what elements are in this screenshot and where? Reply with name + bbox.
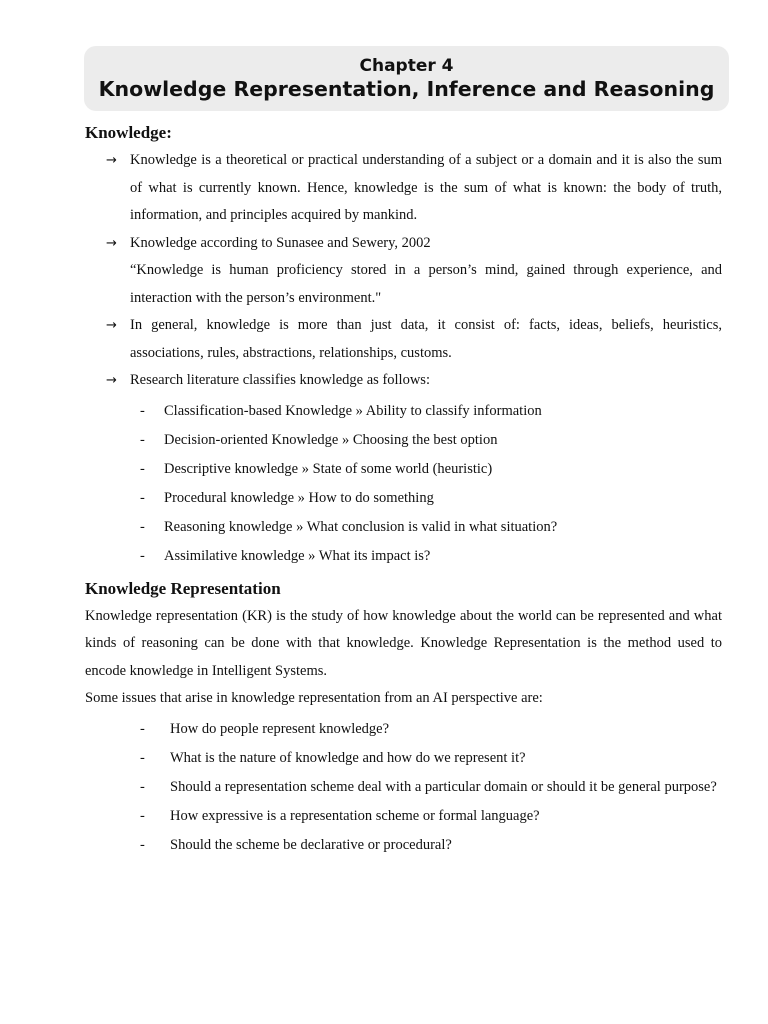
arrow-icon: → <box>106 235 117 251</box>
chapter-title: Knowledge Representation, Inference and Reasoning <box>98 77 715 101</box>
arrow-icon: → <box>106 318 117 333</box>
dash-bullet: - <box>140 836 145 853</box>
issues-list <box>85 715 722 860</box>
kr-heading: Knowledge Representation <box>85 578 281 598</box>
knowledge-heading: Knowledge: <box>85 123 172 142</box>
issue-text: What is the nature of knowledge and how do we represent it? <box>170 749 526 766</box>
arrow-icon: → <box>106 153 117 168</box>
kr-issues-intro: Some issues that arise in knowledge representation from an AI perspective are: <box>85 690 543 706</box>
knowledge-list <box>85 147 722 257</box>
dash-bullet: - <box>140 489 145 506</box>
classification-text: Reasoning knowledge » What conclusion is valid in what situation? <box>164 518 558 535</box>
dash-bullet: - <box>140 460 145 477</box>
classification-item <box>85 542 722 571</box>
issue-item <box>85 831 722 860</box>
arrow-icon: → <box>106 373 117 388</box>
issue-item <box>85 773 722 802</box>
knowledge-item <box>85 312 722 367</box>
classification-item <box>85 455 722 484</box>
knowledge-item-text: Research literature classifies knowledge as follows: <box>130 372 430 388</box>
dash-bullet: - <box>140 720 145 737</box>
classification-text: Descriptive knowledge » State of some world (heuristic) <box>164 460 493 477</box>
classification-text: Assimilative knowledge » What its impact is? <box>164 547 431 564</box>
classification-text: Procedural knowledge » How to do something <box>164 489 434 506</box>
kr-paragraph: Knowledge representation (KR) is the study of how knowledge about the world can be represented and what kinds of reasoning can be done with that knowledge. Knowledge Representation is the method used to encode knowledge in Intelligent Systems. <box>85 607 722 679</box>
issue-item <box>85 715 722 744</box>
dash-bullet: - <box>140 778 145 795</box>
issue-text: How do people represent knowledge? <box>170 720 390 737</box>
issue-text: Should the scheme be declarative or procedural? <box>170 836 452 853</box>
dash-bullet: - <box>140 807 145 824</box>
chapter-number: Chapter 4 <box>359 56 454 76</box>
knowledge-item-text: In general, knowledge is more than just data, it consist of: facts, ideas, beliefs, heuristics, associations, rules, abstractions, relationships, customs. <box>130 317 722 361</box>
dash-bullet: - <box>140 402 145 419</box>
classification-item <box>85 397 722 426</box>
dash-bullet: - <box>140 431 145 448</box>
chapter-header <box>84 46 729 111</box>
knowledge-list-continued <box>85 312 722 395</box>
classification-item <box>85 426 722 455</box>
issue-item <box>85 744 722 773</box>
knowledge-item <box>85 147 722 230</box>
knowledge-quote: “Knowledge is human proficiency stored in a person’s mind, gained through experience, and interaction with the person’s environment." <box>130 262 722 306</box>
issue-item <box>85 802 722 831</box>
issue-text: Should a representation scheme deal with a particular domain or should it be general purpose? <box>170 778 717 795</box>
classification-text: Decision-oriented Knowledge » Choosing the best option <box>164 431 498 448</box>
classification-text: Classification-based Knowledge » Ability to classify information <box>164 402 542 419</box>
knowledge-item <box>85 367 722 395</box>
classification-item <box>85 484 722 513</box>
dash-bullet: - <box>140 749 145 766</box>
document-body <box>85 119 722 860</box>
classification-item <box>85 513 722 542</box>
knowledge-item-text: Knowledge is a theoretical or practical understanding of a subject or a domain and it is also the sum of what is currently known. Hence, knowledge is the sum of what is known: the body of truth, information, and principles acquired by mankind. <box>130 152 722 223</box>
dash-bullet: - <box>140 518 145 535</box>
knowledge-item <box>85 230 722 258</box>
issue-text: How expressive is a representation scheme or formal language? <box>170 807 540 824</box>
classification-list <box>85 397 722 571</box>
dash-bullet: - <box>140 547 145 564</box>
knowledge-item-text: Knowledge according to Sunasee and Sewery, 2002 <box>130 234 431 251</box>
